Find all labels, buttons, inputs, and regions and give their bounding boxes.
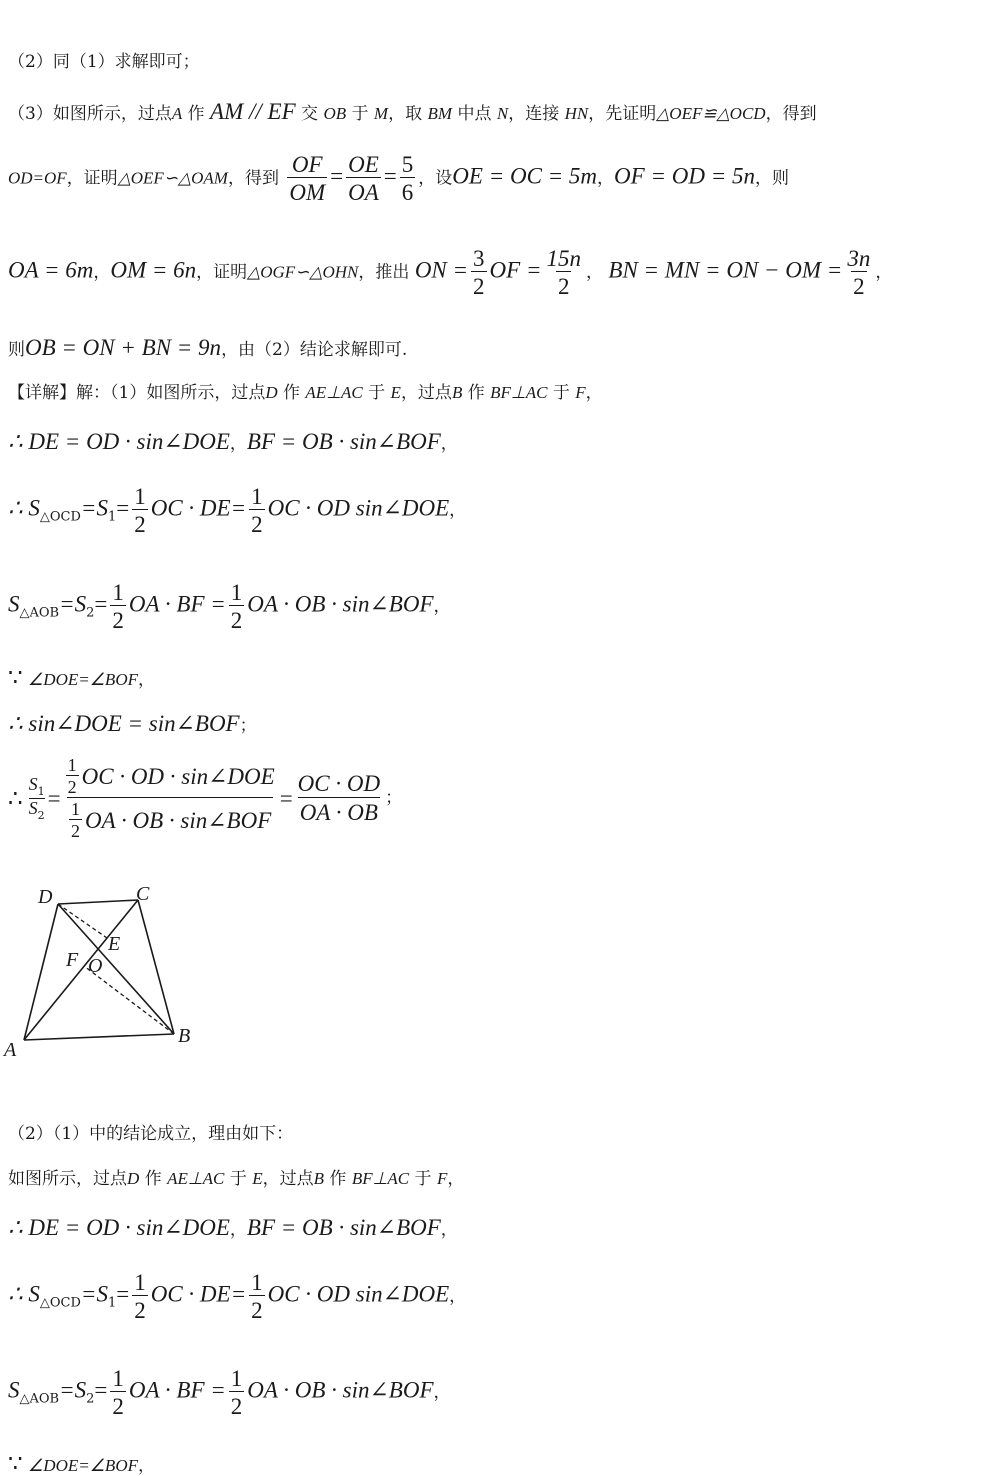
fraction-15n-2: $\frac{15n}{2}$ — [546, 246, 581, 300]
fraction-half: $\frac{1}{2}$ — [134, 484, 146, 538]
fraction-half: $\frac{1}{2}$ — [251, 1270, 263, 1324]
fraction-oe-oa: $\frac{OE}{OA}$ — [348, 152, 379, 206]
label-a: A — [4, 1039, 17, 1061]
label-f: F — [66, 949, 79, 971]
solution-part-2-intro: （2）（1）中的结论成立，理由如下： — [8, 1124, 294, 1144]
equation-s1-2: ∴ $S_{\triangle OCD}=S_1=$ $\frac{1}{2}$ OC · DE= $\frac{1}{2}$ OC · OD sin∠DOE， — [8, 1270, 467, 1324]
geometry-figure — [0, 876, 220, 1066]
fraction-3n-2: $\frac{3n}{2}$ — [847, 246, 871, 300]
fraction-half: $\frac{1}{2}$ — [112, 1366, 124, 1420]
fraction-3-2: $\frac{3}{2}$ — [473, 246, 485, 300]
label-d: D — [38, 886, 53, 908]
hint-part-2-text: （2）同（1）求解即可； — [8, 52, 200, 72]
fraction-s1-s2: $\frac{S_1}{S_2}$ — [28, 774, 45, 822]
hint-part-3-line-4: 则OB = ON + BN = 9n，由（2）结论求解即可. — [8, 335, 408, 360]
fraction-half: $\frac{1}{2}$ — [112, 580, 124, 634]
hint-part-3-line-2: OD=OF，证明△OEF∽△OAM，得到 $\frac{OF}{OM}$ = $\frac{OE}{OA}$ = $\frac{5}{6}$ ，设OE = OC = 5m，OF = OD = 5n，则 — [8, 152, 789, 206]
equation-de-bf-2: ∴ DE = OD · sin∠DOE，BF = OB · sin∠BOF， — [8, 1215, 458, 1240]
fraction-5-6: $\frac{5}{6}$ — [401, 152, 414, 206]
solution-part-2-construction: 如图所示，过点D 作 AE⊥AC 于 E，过点B 作 BF⊥AC 于 F， — [8, 1169, 465, 1189]
solution-part-1-intro: 【详解】解：（1）如图所示，过点D 作 AE⊥AC 于 E，过点B 作 BF⊥AC 于 F， — [8, 383, 603, 403]
label-e: E — [108, 933, 121, 955]
label-b: B — [178, 1025, 191, 1047]
hint-part-3-line-1: （3）如图所示，过点A 作 AM // EF 交 OB 于 M，取 BM 中点 N，连接 HN，先证明△OEF≌△OCD，得到 — [8, 99, 817, 124]
equation-angle-equal: ∵ ∠DOE=∠BOF， — [8, 665, 155, 690]
fraction-result: $\frac{OC \cdot OD}{OA \cdot OB}$ — [297, 771, 381, 825]
hint-part-2 — [8, 54, 200, 71]
equation-angle-equal-2: ∵ ∠DOE=∠BOF， — [8, 1451, 155, 1476]
fraction-half: $\frac{1}{2}$ — [230, 580, 243, 634]
equation-sin-equal: ∴ sin∠DOE = sin∠BOF； — [8, 711, 257, 736]
equation-ratio: ∴ $\frac{S_1}{S_2}$ = $\frac{1}{2}$ OC · OD · sin∠DOE $\frac{1}{2}$ OA · OB · sin∠BOF = $\frac{OC \cdot OD}{OA \cdot OB}$ ； — [8, 755, 403, 841]
hint-part-3-line-3: OA = 6m，OM = 6n，证明△OGF∽△OHN，推出 ON = $\frac{3}{2}$ OF = $\frac{15n}{2}$ ， BN = MN = ON − OM = $\frac{3n}{2}$ ， — [8, 246, 893, 300]
equation-de-bf: ∴ DE = OD · sin∠DOE，BF = OB · sin∠BOF， — [8, 429, 458, 454]
equation-s2: $S_{\triangle AOB}=S_2=$ $\frac{1}{2}$ OA · BF = $\frac{1}{2}$ OA · OB · sin∠BOF， — [8, 580, 451, 634]
fraction-half: $\frac{1}{2}$ — [251, 484, 263, 538]
equation-s2-2: $S_{\triangle AOB}=S_2=$ $\frac{1}{2}$ OA · BF = $\frac{1}{2}$ OA · OB · sin∠BOF， — [8, 1366, 451, 1420]
segment-dc — [58, 900, 138, 904]
equation-s1: ∴ $S_{\triangle OCD}=S_1=$ $\frac{1}{2}$ OC · DE= $\frac{1}{2}$ OC · OD sin∠DOE， — [8, 484, 467, 538]
label-o: O — [88, 955, 103, 977]
segment-ab — [24, 1034, 174, 1040]
fraction-complex: $\frac{1}{2}$ OC · OD · sin∠DOE $\frac{1}{2}$ OA · OB · sin∠BOF — [67, 755, 275, 841]
fraction-of-om: $\frac{OF}{OM}$ — [289, 152, 326, 206]
dashed-de — [58, 904, 107, 938]
label-c: C — [136, 883, 150, 905]
fraction-half: $\frac{1}{2}$ — [134, 1270, 146, 1324]
fraction-half: $\frac{1}{2}$ — [230, 1366, 243, 1420]
